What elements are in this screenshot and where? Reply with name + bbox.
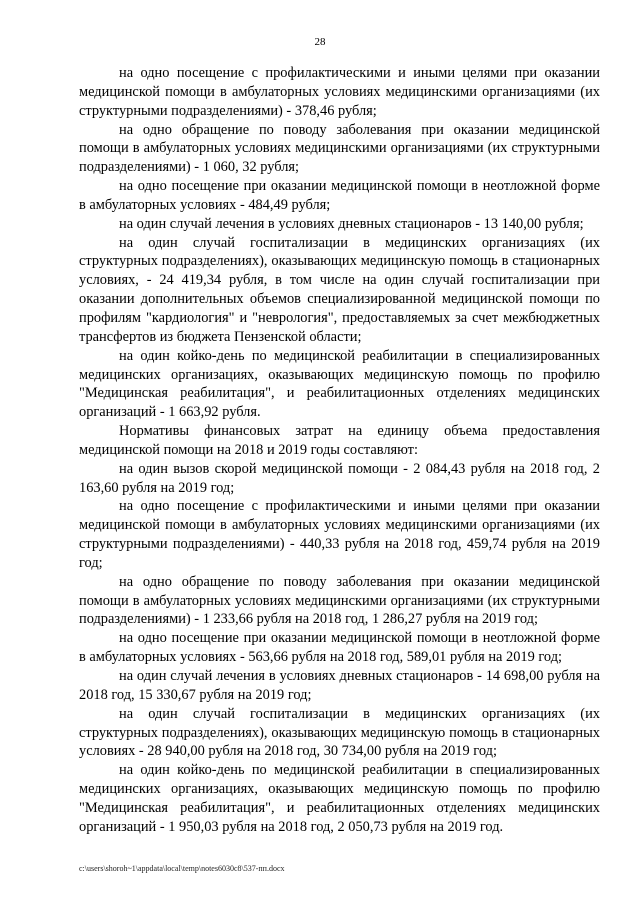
paragraph: на одно обращение по поводу заболевания при оказании медицинской помощи в амбулаторных условиях медицинскими организациями (их структурными подразделениями) - 1 233,66 рубля на 2018 год, 1 286,27 рубля на 2019 год; [79, 573, 600, 628]
paragraph: на один вызов скорой медицинской помощи - 2 084,43 рубля на 2018 год, 2 163,60 рубля на 2019 год; [79, 460, 600, 496]
paragraph: на одно посещение с профилактическими и иными целями при оказании медицинской помощи в амбулаторных условиях медицинскими организациями (их структурными подразделениями) - 378,46 рубля; [79, 65, 600, 119]
paragraph: на одно посещение с профилактическими и иными целями при оказании медицинской помощи в амбулаторных условиях медицинскими организациями (их структурными подразделениями) - 440,33 рубля на 2018 год, 459,74 рубля на 2019 год; [79, 498, 600, 571]
paragraph: на одно посещение при оказании медицинской помощи в неотложной форме в амбулаторных условиях - 484,49 рубля; [79, 178, 600, 213]
paragraph: на один койко-день по медицинской реабилитации в специализированных медицинских организациях, оказывающих медицинскую помощь по профилю "Медицинская реабилитация", и реабилитационных отделениях медицинских организаций - 1 950,03 рубля на 2018 год, 2 050,73 рубля на 2019 год. [79, 762, 600, 835]
page-number: 28 [314, 36, 326, 48]
document-body [79, 64, 600, 837]
paragraph: на одно обращение по поводу заболевания при оказании медицинской помощи в амбулаторных условиях медицинскими организациями (их структурными подразделениями) - 1 060, 32 рубля; [79, 121, 600, 176]
paragraph: на один случай госпитализации в медицинских организациях (их структурных подразделениях), оказывающих медицинскую помощь в стационарных условиях - 28 940,00 рубля на 2018 год, 30 734,00 рубля на 2019 год; [79, 705, 600, 760]
paragraph: на один случай лечения в условиях дневных стационаров - 14 698,00 рубля на 2018 год, 15 330,67 рубля на 2019 год; [79, 668, 600, 703]
footer-file-path: c:\users\shoroh~1\appdata\local\temp\notes6030c8\537-пп.docx [79, 864, 285, 873]
paragraph: на один случай госпитализации в медицинских организациях (их структурных подразделениях), оказывающих медицинскую помощь в стационарных условиях, - 24 419,34 рубля, в том числе на один случай госпитализации при оказании дополнительных объемов специализированной медицинской помощи по профилям "кардиология" и "неврология", предоставляемых за счет межбюджетных трансфертов из бюджета Пензенской области; [79, 234, 600, 345]
paragraph: на одно посещение при оказании медицинской помощи в неотложной форме в амбулаторных условиях - 563,66 рубля на 2018 год, 589,01 рубля на 2019 год; [79, 630, 600, 666]
paragraph: Нормативы финансовых затрат на единицу объема предоставления медицинской помощи на 2018 и 2019 годы составляют: [79, 423, 600, 458]
paragraph: на один койко-день по медицинской реабилитации в специализированных медицинских организациях, оказывающих медицинскую помощь по профилю "Медицинская реабилитация", и реабилитационных отделениях медицинских организаций - 1 663,92 рубля. [79, 347, 600, 421]
paragraph: на один случай лечения в условиях дневных стационаров - 13 140,00 рубля; [119, 215, 584, 232]
